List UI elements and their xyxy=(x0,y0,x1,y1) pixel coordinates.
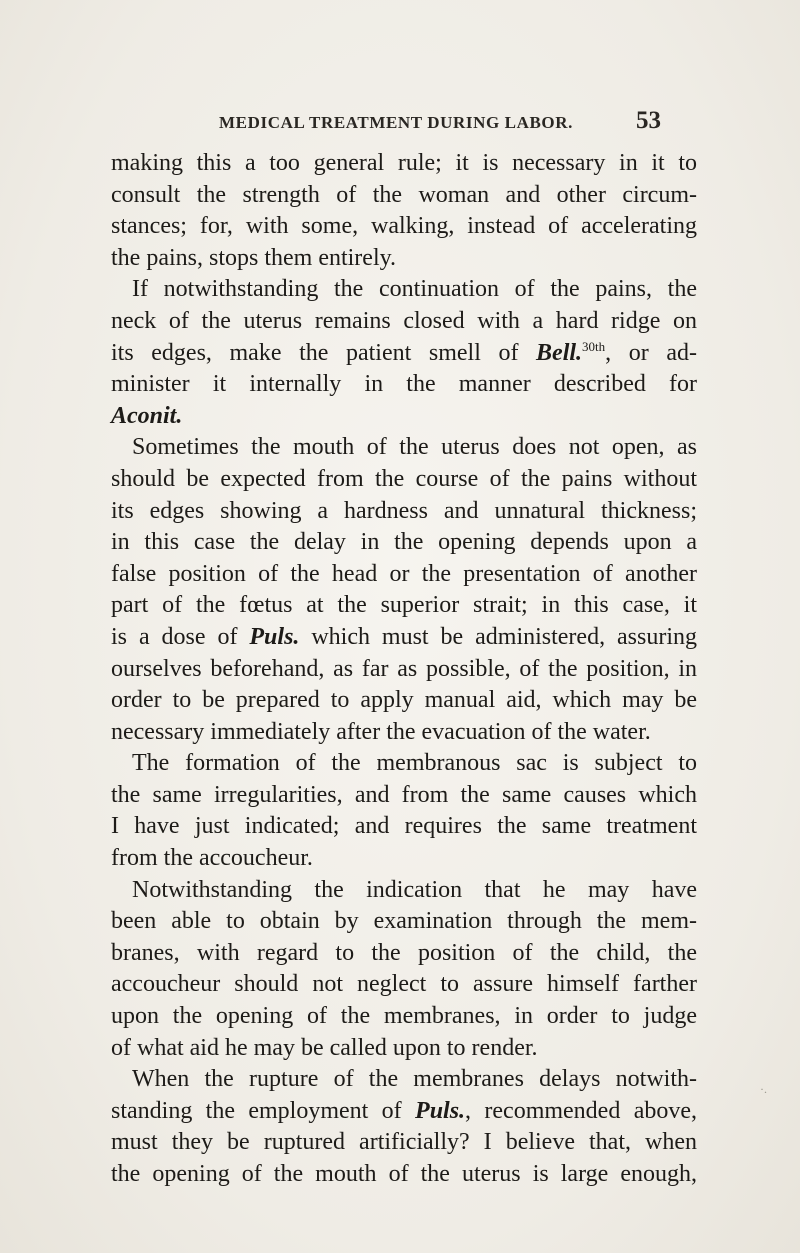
text-line: The formation of the membranous sac is subject to xyxy=(132,750,697,777)
remedy-name: Puls. xyxy=(415,1097,466,1124)
text-line: its edges showing a hardness and unnatural thickness; xyxy=(111,497,697,524)
text-line: been able to obtain by examination through the mem- xyxy=(111,908,697,935)
running-head: MEDICAL TREATMENT DURING LABOR. xyxy=(219,113,573,132)
text-line: false position of the head or the presentation of another xyxy=(111,560,697,587)
text-line: stances; for, with some, walking, instead of accelerating xyxy=(111,213,697,240)
text-line: minister it internally in the manner described for xyxy=(111,371,697,398)
text-fragment: standing the employment of xyxy=(111,1097,402,1124)
remedy-name: Puls. xyxy=(249,623,300,650)
text-line: neck of the uterus remains closed with a hard ridge on xyxy=(111,307,697,334)
text-line: of what aid he may be called upon to render. xyxy=(111,1034,538,1061)
text-line: necessary immediately after the evacuation of the water. xyxy=(111,718,651,745)
text-line: I have just indicated; and requires the same treatment xyxy=(111,813,697,840)
text-line: upon the opening of the membranes, in order to judge xyxy=(111,1003,697,1030)
text-line: If notwithstanding the continuation of the pains, the xyxy=(132,276,697,303)
potency-superscript: 30th xyxy=(582,338,606,354)
text-line: the same irregularities, and from the same causes which xyxy=(111,781,697,808)
text-line xyxy=(111,401,697,433)
text-line: order to be prepared to apply manual aid, which may be xyxy=(111,687,697,714)
text-line: from the accoucheur. xyxy=(111,845,313,872)
text-line xyxy=(111,622,697,654)
text-line: When the rupture of the membranes delays notwith- xyxy=(132,1066,697,1093)
text-line: part of the fœtus at the superior strait; in this case, it xyxy=(111,592,697,619)
text-line: in this case the delay in the opening depends upon a xyxy=(111,529,697,556)
text-line: ourselves beforehand, as far as possible, of the position, in xyxy=(111,655,697,682)
text-line: consult the strength of the woman and other circum- xyxy=(111,181,697,208)
text-fragment: , recommended above, xyxy=(465,1097,697,1124)
text-line: the pains, stops them entirely. xyxy=(111,244,397,271)
body-text xyxy=(111,148,697,1191)
text-line: branes, with regard to the position of the child, the xyxy=(111,939,697,966)
text-fragment: , or ad- xyxy=(605,339,697,366)
text-line: making this a too general rule; it is necessary in it to xyxy=(111,150,697,176)
text-line: must they be ruptured artificially? I believe that, when xyxy=(111,1129,697,1156)
text-line: Sometimes the mouth of the uterus does not open, as xyxy=(132,434,697,461)
margin-speck-icon: ·. xyxy=(760,1082,767,1096)
text-fragment: its edges, make the patient smell of xyxy=(111,339,519,366)
text-line xyxy=(111,338,697,370)
text-line: accoucheur should not neglect to assure himself farther xyxy=(111,971,697,998)
text-line: the opening of the mouth of the uterus is large enough, xyxy=(111,1161,697,1187)
text-line: should be expected from the course of the pains without xyxy=(111,465,697,492)
text-line: Notwithstanding the indication that he may have xyxy=(132,876,697,903)
text-fragment: which must be administered, assuring xyxy=(311,623,698,650)
remedy-name: Bell. xyxy=(536,339,583,366)
text-line xyxy=(111,1096,697,1128)
remedy-name: Aconit. xyxy=(111,402,183,429)
text-fragment: is a dose of xyxy=(111,623,238,650)
page-number: 53 xyxy=(636,107,661,134)
